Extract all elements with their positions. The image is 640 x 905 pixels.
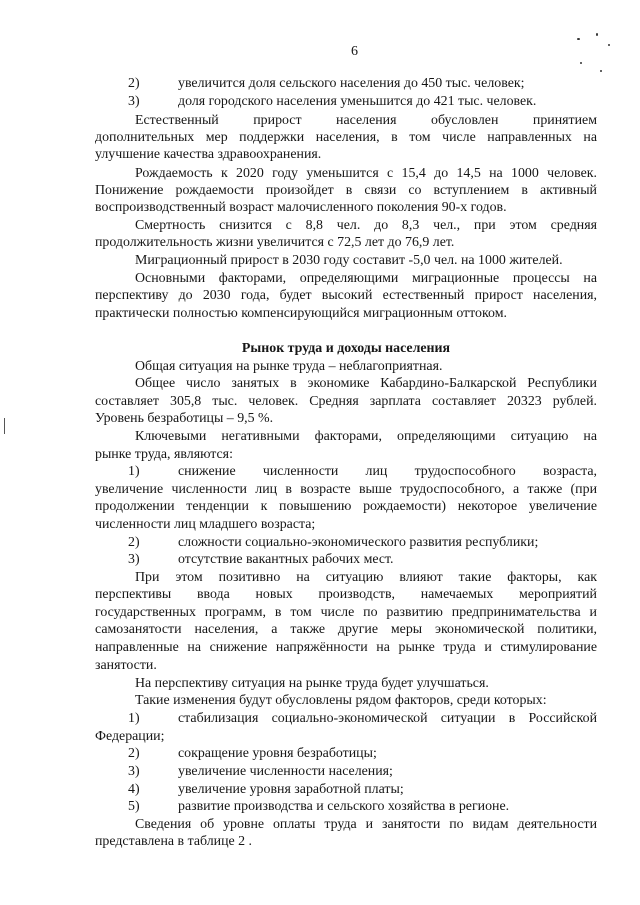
list-text: доля городского населения уменьшится до 421 тыс. человек.	[178, 94, 537, 109]
paragraph-line: Основными факторами, определяющими миграционные процессы на	[135, 271, 597, 286]
paragraph-line: Естественный прирост населения обусловлен принятием	[135, 113, 597, 128]
paragraph-line: воспроизводственный возраст малочисленного поколения 90-х годов.	[95, 200, 507, 215]
scan-speck	[577, 38, 580, 40]
list-item	[95, 745, 597, 762]
list-number: 2)	[128, 76, 140, 91]
paragraph-line: улучшение качества здравоохранения.	[95, 147, 322, 162]
list-item	[95, 781, 597, 798]
paragraph-line: Ключевыми негативными факторами, определяющими ситуацию на	[135, 429, 597, 444]
paragraph-line: Рождаемость к 2020 году уменьшится с 15,4 до 14,5 на 1000 человек.	[135, 166, 597, 181]
list-number: 5)	[128, 799, 140, 814]
paragraph-line: представлена в таблице 2 .	[95, 834, 253, 849]
paragraph-line: Федерации;	[95, 729, 165, 744]
list-number: 2)	[128, 535, 140, 550]
list-number: 4)	[128, 782, 140, 797]
list-text: сложности социально-экономического развития республики;	[178, 535, 539, 550]
paragraph-line: Уровень безработицы – 9,5 %.	[95, 411, 274, 426]
list-item	[128, 710, 597, 727]
list-text: развитие производства и сельского хозяйства в регионе.	[178, 799, 510, 814]
paragraph-line: самозанятости населения, а также другие меры экономической политики,	[95, 622, 597, 637]
list-item	[95, 551, 597, 568]
paragraph-line: практически полностью компенсирующийся миграционным оттоком.	[95, 306, 507, 321]
scan-speck	[608, 44, 610, 46]
page-number: 6	[351, 44, 358, 59]
paragraph-line: При этом позитивно на ситуацию влияют такие факторы, как	[135, 570, 597, 585]
paragraph-line: дополнительных мер поддержки населения, в том числе направленных на	[95, 130, 597, 145]
list-text: увеличение численности населения;	[178, 764, 393, 779]
list-number: 3)	[128, 94, 140, 109]
list-number: 3)	[128, 764, 140, 779]
list-number: 3)	[128, 552, 140, 567]
paragraph-line: продолжительность жизни увеличится с 72,5 лет до 76,9 лет.	[95, 235, 455, 250]
paragraph-line: Общее число занятых в экономике Кабардино-Балкарской Республики	[135, 376, 597, 391]
list-number: 1)	[128, 464, 140, 479]
scan-edge-mark	[4, 418, 5, 434]
list-text: сокращение уровня безработицы;	[178, 746, 377, 761]
section-heading: Рынок труда и доходы населения	[241, 341, 451, 356]
paragraph-line: государственных программ, в том числе по развитию предпринимательства и	[95, 605, 597, 620]
list-number: 2)	[128, 746, 140, 761]
paragraph-line: численности лиц младшего возраста;	[95, 517, 316, 532]
list-item	[95, 75, 597, 92]
list-number: 1)	[128, 711, 140, 726]
list-item	[95, 534, 597, 551]
paragraph-line: занятости.	[95, 658, 157, 673]
paragraph-line: Миграционный прирост в 2030 году составит -5,0 чел. на 1000 жителей.	[135, 253, 563, 268]
paragraph-line: рынке труда, являются:	[95, 447, 233, 462]
paragraph-line: перспективу до 2030 года, будет высокий естественный прирост населения,	[95, 288, 597, 303]
paragraph-line: продолжении тенденции к повышению рождаемости) некоторое увеличение	[95, 499, 597, 514]
paragraph-line: Понижение рождаемости произойдет в связи со вступлением в активный	[95, 183, 597, 198]
list-text: стабилизация социально-экономической ситуации в Российской	[178, 711, 597, 726]
paragraph-line: направленные на снижение напряжённости на рынке труда и стимулирование	[95, 640, 597, 655]
list-item	[95, 798, 597, 815]
scan-speck	[596, 33, 598, 36]
paragraph-line: увеличение численности лиц в возрасте выше трудоспособного, а также (при	[95, 482, 597, 497]
paragraph-line: Общая ситуация на рынке труда – неблагоприятная.	[135, 359, 443, 374]
list-text: увеличение уровня заработной платы;	[178, 782, 404, 797]
list-text: снижение численности лиц трудоспособного возраста,	[178, 464, 597, 479]
paragraph-line: перспективы ввода новых производств, намечаемых мероприятий	[95, 587, 597, 602]
list-item	[128, 463, 597, 480]
list-item	[95, 763, 597, 780]
paragraph-line: составляет 305,8 тыс. человек. Средняя зарплата составляет 20323 рублей.	[95, 394, 597, 409]
paragraph-line: Смертность снизится с 8,8 чел. до 8,3 чел., при этом средняя	[135, 218, 597, 233]
scan-speck	[600, 70, 602, 72]
paragraph-line: На перспективу ситуация на рынке труда будет улучшаться.	[135, 676, 489, 691]
scan-speck	[580, 62, 582, 64]
list-item	[95, 93, 597, 110]
paragraph-line: Сведения об уровне оплаты труда и занятости по видам деятельности	[135, 817, 597, 832]
paragraph-line: Такие изменения будут обусловлены рядом факторов, среди которых:	[135, 693, 547, 708]
list-text: отсутствие вакантных рабочих мест.	[178, 552, 394, 567]
list-text: увеличится доля сельского населения до 450 тыс. человек;	[178, 76, 525, 91]
